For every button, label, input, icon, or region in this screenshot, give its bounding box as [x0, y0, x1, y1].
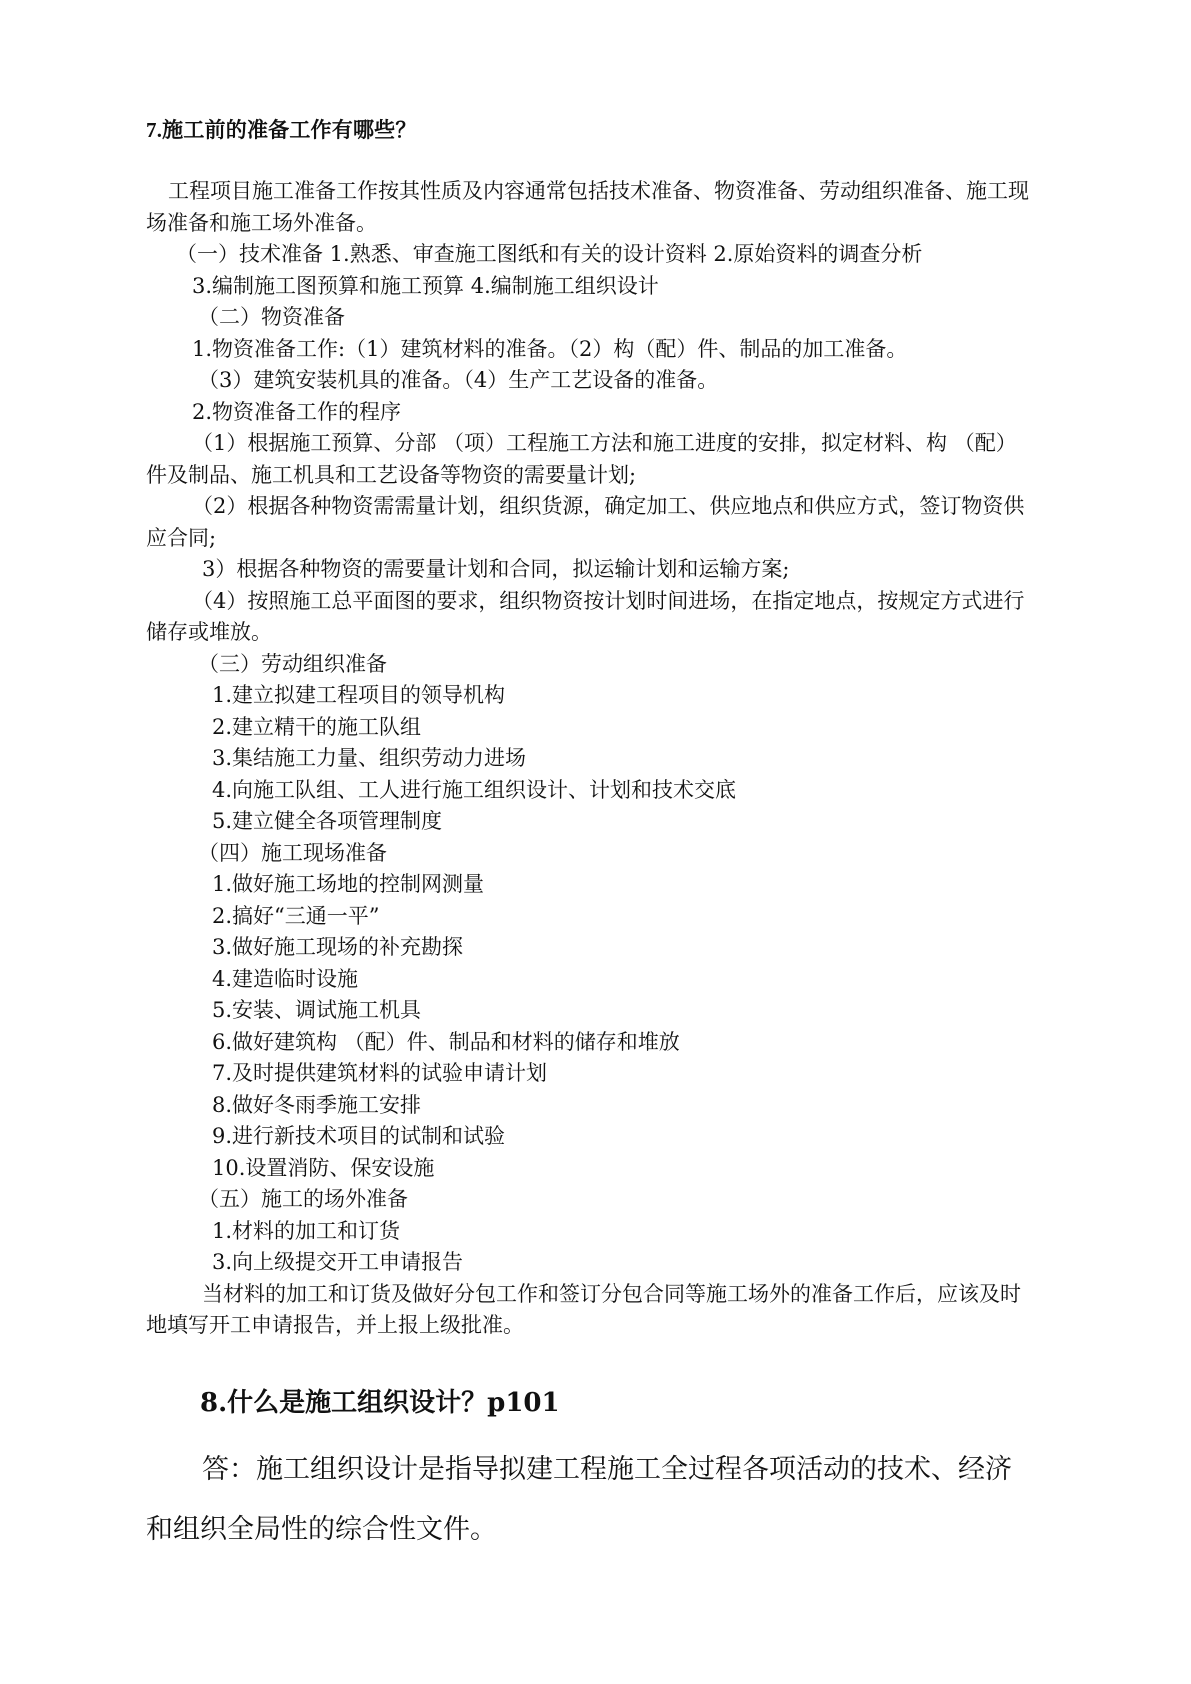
list-item: 4.建造临时设施: [212, 966, 359, 991]
question-7-title: 7.施工前的准备工作有哪些？: [146, 118, 417, 142]
list-item: 7.及时提供建筑材料的试验申请计划: [212, 1061, 548, 1085]
paragraph: 工程项目施工准备工作按其性质及内容通常包括技术准备、物资准备、劳动组织准备、施工现场准备和施工场外准备。: [146, 179, 1029, 235]
section-heading: （三）劳动组织准备: [198, 651, 387, 676]
list-item: 1.建立拟建工程项目的领导机构: [212, 683, 506, 707]
question-7-body: [146, 176, 1036, 1342]
list-item: 10.设置消防、保安设施: [212, 1155, 435, 1180]
paragraph: （2）根据各种物资需需量计划，组织货源，确定加工、供应地点和供应方式，签订物资供应合同;: [146, 494, 1025, 550]
paragraph: （3）建筑安装机具的准备。（4）生产工艺设备的准备。: [198, 368, 719, 392]
section-heading: （二）物资准备: [198, 305, 345, 329]
list-item: 9.进行新技术项目的试制和试验: [212, 1124, 506, 1148]
list-item: 6.做好建筑构 （配）件、制品和材料的储存和堆放: [212, 1029, 680, 1054]
paragraph: （一）技术准备 1.熟悉、审查施工图纸和有关的设计资料 2.原始资料的调查分析: [176, 242, 923, 266]
paragraph: 3）根据各种物资的需要量计划和合同，拟运输计划和运输方案;: [202, 557, 790, 581]
question-8-title: 8.什么是施工组织设计？p101: [200, 1388, 560, 1418]
list-item: 5.安装、调试施工机具: [212, 998, 422, 1022]
paragraph: （4）按照施工总平面图的要求，组织物资按计划时间进场，在指定地点，按规定方式进行储存或堆放。: [146, 588, 1025, 644]
list-item: 1.材料的加工和订货: [212, 1218, 401, 1243]
list-item: 2.建立精干的施工队组: [212, 714, 422, 739]
paragraph: 1.物资准备工作:（1）建筑材料的准备。（2）构（配）件、制品的加工准备。: [192, 336, 908, 361]
list-item: 3.向上级提交开工申请报告: [212, 1250, 464, 1274]
question-8-answer: [146, 1440, 1036, 1560]
paragraph: 当材料的加工和订货及做好分包工作和签订分包合同等施工场外的准备工作后，应该及时地填写开工申请报告，并上报上级批准。: [146, 1281, 1021, 1337]
paragraph: 3.编制施工图预算和施工预算 4.编制施工组织设计: [192, 273, 659, 298]
list-item: 1.做好施工场地的控制网测量: [212, 872, 485, 896]
list-item: 5.建立健全各项管理制度: [212, 809, 443, 833]
list-item: 4.向施工队组、工人进行施工组织设计、计划和技术交底: [212, 777, 737, 802]
paragraph: （1）根据施工预算、分部 （项）工程施工方法和施工进度的安排，拟定材料、构 （配）件及制品、施工机具和工艺设备等物资的需要量计划;: [146, 431, 1017, 487]
section-heading: （五）施工的场外准备: [198, 1187, 408, 1211]
paragraph: 2.物资准备工作的程序: [192, 399, 402, 424]
list-item: 2.搞好“三通一平”: [212, 903, 380, 928]
list-item: 3.集结施工力量、组织劳动力进场: [212, 746, 527, 770]
answer-text: 答：施工组织设计是指导拟建工程施工全过程各项活动的技术、经济和组织全局性的综合性文件。: [146, 1454, 1012, 1545]
list-item: 8.做好冬雨季施工安排: [212, 1092, 422, 1117]
section-heading: （四）施工现场准备: [198, 840, 387, 865]
list-item: 3.做好施工现场的补充勘探: [212, 935, 464, 959]
